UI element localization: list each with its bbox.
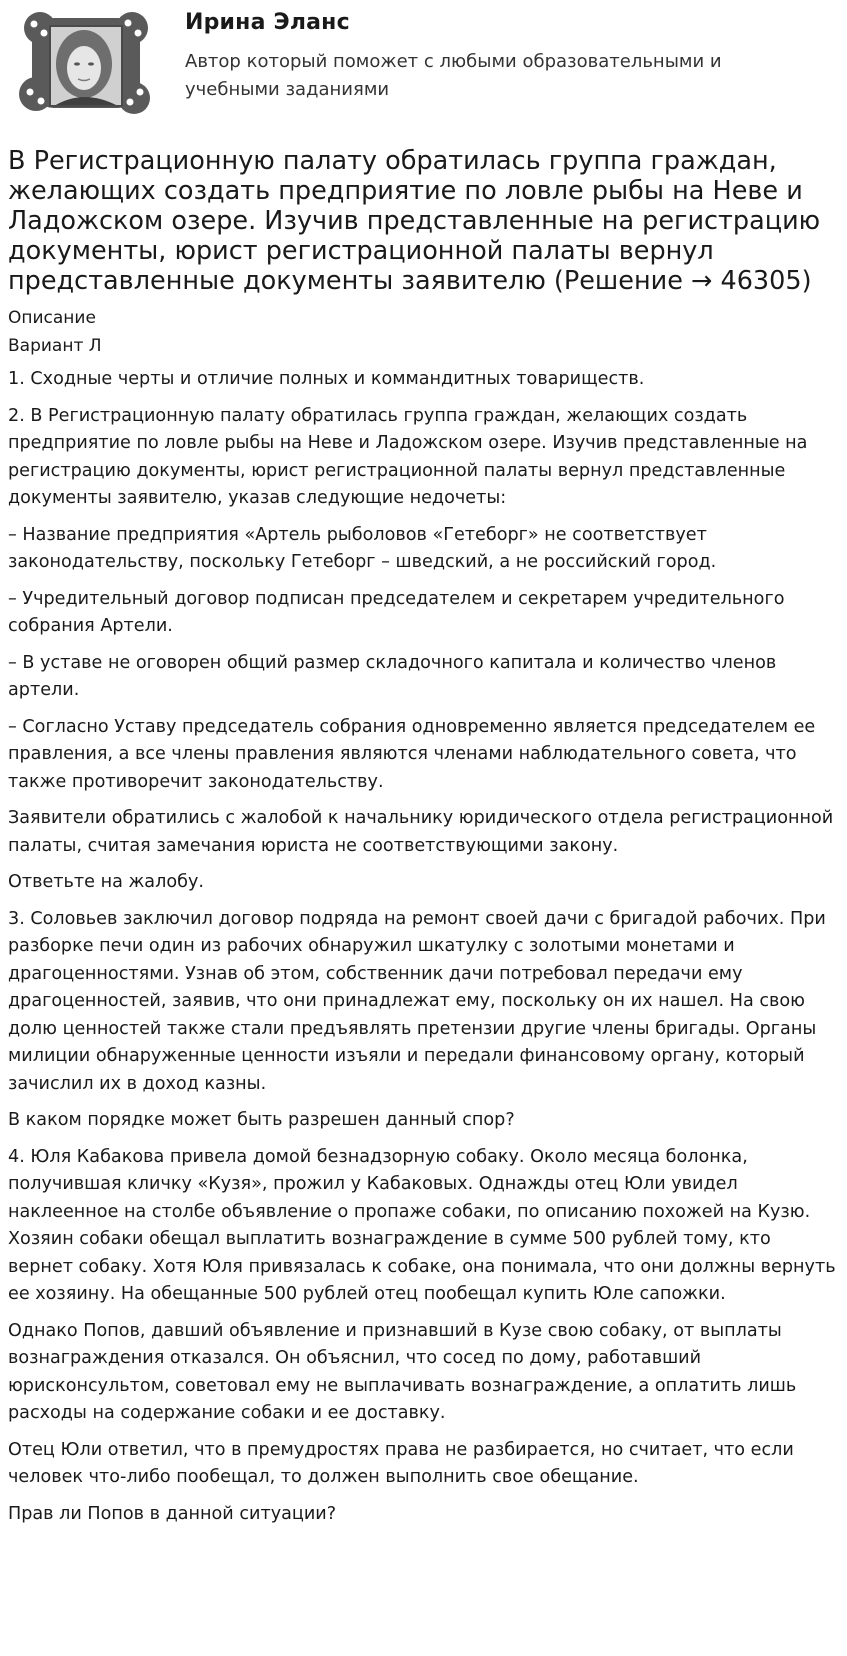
task-content [8, 366, 839, 1528]
variant-label: Вариант Л [8, 336, 102, 356]
paragraph: – Название предприятия «Артель рыболовов «Гетеборг» не соответствует законодательству, поскольку Гетеборг – шведский, а не российский город. [8, 524, 717, 572]
paragraph: – В уставе не оговорен общий размер складочного капитала и количество членов артели. [8, 652, 777, 700]
paragraph: – Согласно Уставу председатель собрания одновременно является председателем ее правления, а все члены правления являются членами наблюдательного совета, что также противоречит законодательству. [8, 716, 816, 792]
paragraph: Однако Попов, давший объявление и признавший в Кузе свою собаку, от выплаты вознаграждения отказался. Он объяснил, что сосед по дому, работавший юрисконсультом, советовал ему не выплачивать вознаграждение, а оплатить лишь расходы на содержание собаки и ее доставку. [8, 1320, 797, 1423]
author-name[interactable]: Ирина Эланс [185, 10, 350, 35]
task-meta [8, 304, 839, 360]
paragraph: Ответьте на жалобу. [8, 872, 204, 892]
paragraph: Отец Юли ответил, что в премудростях права не разбирается, но считает, что если человек что-либо пообещал, то должен выполнить свое обещание. [8, 1439, 794, 1487]
paragraph: 3. Соловьев заключил договор подряда на ремонт своей дачи с бригадой рабочих. При разборке печи один из рабочих обнаружил шкатулку с золотыми монетами и драгоценностями. Узнав об этом, собственник дачи потребовал передачи ему драгоценностей, заявив, что они принадлежат ему, поскольку он их нашел. На свою долю ценностей также стали предъявлять претензии другие члены бригады. Органы милиции обнаруженные ценности изъяли и передали финансовому органу, который зачислил их в доход казны. [8, 908, 826, 1094]
task-title: В Регистрационную палату обратилась группа граждан, желающих создать предприятие по ловле рыбы на Неве и Ладожском озере. Изучив представленные на регистрацию документы, юрист регистрационной палаты вернул представленные документы заявителю (Решение → 46305) [8, 146, 821, 296]
paragraph: 4. Юля Кабакова привела домой безнадзорную собаку. Около месяца болонка, получившая кличку «Кузя», прожил у Кабаковых. Однажды отец Юли увидел наклеенное на столбе объявление о пропаже собаки, по описанию похожей на Кузю. Хозяин собаки обещал выплатить вознаграждение в сумме 500 рублей тому, кто вернет собаку. Хотя Юля привязалась к собаке, она понимала, что они должны вернуть ее хозяину. На обещанные 500 рублей отец пообещал купить Юле сапожки. [8, 1146, 836, 1304]
paragraph: Прав ли Попов в данной ситуации? [8, 1503, 337, 1524]
author-description: Автор который поможет с любыми образовательными и учебными заданиями [185, 51, 722, 100]
paragraph: 1. Сходные черты и отличие полных и коммандитных товариществ. [8, 369, 645, 389]
paragraph: Заявители обратились с жалобой к начальнику юридического отдела регистрационной палаты, считая замечания юриста не соответствующими закону. [8, 808, 834, 856]
description-label: Описание [8, 308, 96, 328]
author-avatar[interactable] [14, 6, 158, 122]
author-card [8, 0, 839, 132]
paragraph: 2. В Регистрационную палату обратилась группа граждан, желающих создать предприятие по ловле рыбы на Неве и Ладожском озере. Изучив представленные на регистрацию документы, юрист регистрационной палаты вернул представленные документы заявителю, указав следующие недочеты: [8, 405, 808, 508]
paragraph: – Учредительный договор подписан председателем и секретарем учредительного собрания Артели. [8, 588, 785, 636]
paragraph: В каком порядке может быть разрешен данный спор? [8, 1110, 515, 1130]
